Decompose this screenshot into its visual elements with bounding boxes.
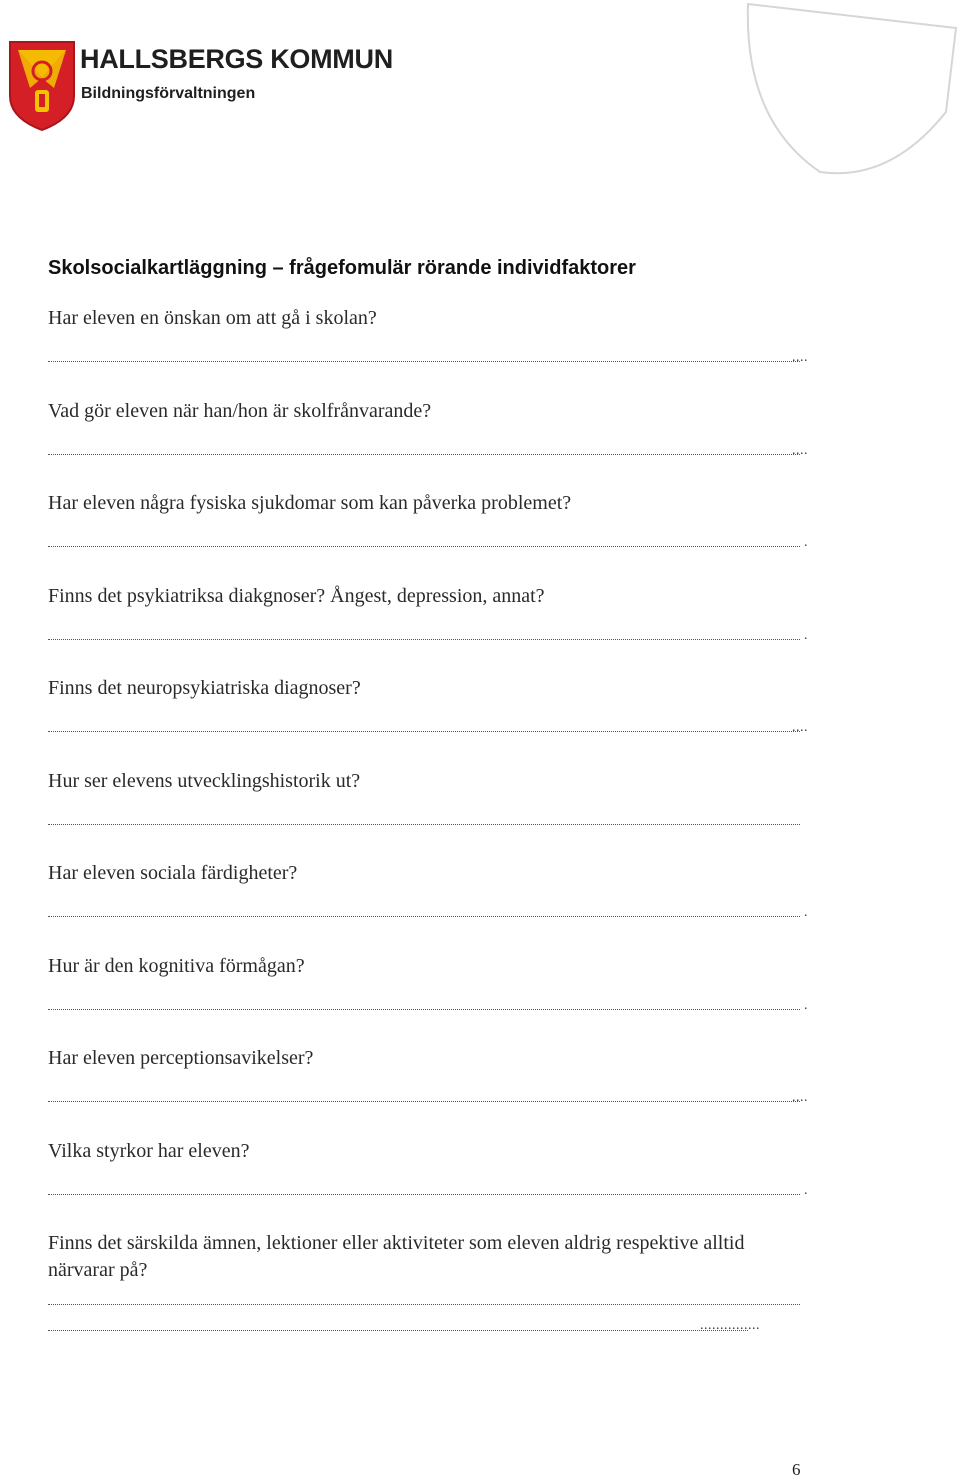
document-title: Skolsocialkartläggning – frågefomulär rörande individfaktorer	[48, 257, 636, 279]
answer-line	[48, 997, 808, 1019]
question-item	[48, 490, 908, 583]
question-item	[48, 305, 908, 398]
dotted-line	[48, 1182, 808, 1198]
question-text: Hur är den kognitiva förmågan?	[48, 954, 305, 977]
answer-line-end: .	[804, 535, 808, 550]
answer-line	[48, 1182, 808, 1204]
answer-line-end: ....	[792, 442, 808, 458]
answer-line	[48, 1090, 808, 1111]
municipality-crest-icon	[6, 38, 78, 132]
answer-line	[48, 905, 808, 926]
question-item	[48, 1138, 908, 1231]
question-text: Finns det neuropsykiatriska diagnoser?	[48, 677, 361, 699]
answer-line	[48, 1292, 800, 1305]
question-text: Har eleven sociala färdigheter?	[48, 862, 298, 884]
question-text: Har eleven perceptionsavikelser?	[48, 1047, 314, 1069]
question-text: Hur ser elevens utvecklingshistorik ut?	[48, 769, 361, 792]
question-text: Vad gör eleven när han/hon är skolfrånvarande?	[48, 399, 432, 422]
question-item	[48, 675, 908, 768]
dotted-line	[48, 997, 808, 1013]
answer-line	[48, 627, 808, 649]
answer-line-end: .	[804, 1182, 808, 1198]
dotted-line	[48, 627, 808, 643]
answer-line	[48, 1318, 748, 1331]
question-item	[48, 768, 908, 861]
answer-line-end: .	[804, 905, 808, 920]
question-text: Vilka styrkor har eleven?	[48, 1139, 250, 1162]
department-name: Bildningsförvaltningen	[81, 85, 256, 102]
answer-line	[48, 814, 800, 834]
answer-line-end: ....	[792, 720, 808, 735]
answer-line	[48, 720, 808, 741]
question-item	[48, 398, 908, 491]
dotted-line	[48, 350, 808, 365]
question-last: Finns det särskilda ämnen, lektioner eller aktiviteter som eleven aldrig respektive alltid närvarar på?	[48, 1232, 745, 1281]
answer-line-end: ....	[792, 350, 808, 365]
question-list	[48, 305, 908, 1230]
dotted-line	[48, 1090, 808, 1105]
organization-name: HALLSBERGS KOMMUN	[80, 44, 393, 74]
question-item	[48, 583, 908, 676]
answer-line	[48, 535, 808, 556]
dotted-line	[48, 442, 808, 458]
answer-line	[48, 350, 808, 371]
question-item	[48, 860, 908, 953]
stamp-outline-icon	[740, 0, 960, 180]
page-number: 6	[792, 1460, 801, 1479]
question-item	[48, 953, 908, 1046]
question-text: Finns det psykiatriksa diakgnoser? Ångest, depression, annat?	[48, 584, 545, 607]
answer-line-end: ....	[792, 1090, 808, 1105]
answer-line-end: ...............	[700, 1318, 760, 1333]
question-text: Har eleven några fysiska sjukdomar som kan påverka problemet?	[48, 492, 572, 514]
letterhead	[6, 38, 426, 134]
dotted-line	[48, 720, 808, 735]
dotted-line	[48, 535, 808, 550]
answer-line-end: .	[804, 997, 808, 1013]
answer-line	[48, 442, 808, 464]
dotted-line	[48, 905, 808, 920]
question-text: Har eleven en önskan om att gå i skolan?	[48, 307, 377, 329]
answer-line-end: .	[804, 627, 808, 643]
dotted-line	[48, 814, 800, 825]
question-item	[48, 1045, 908, 1138]
